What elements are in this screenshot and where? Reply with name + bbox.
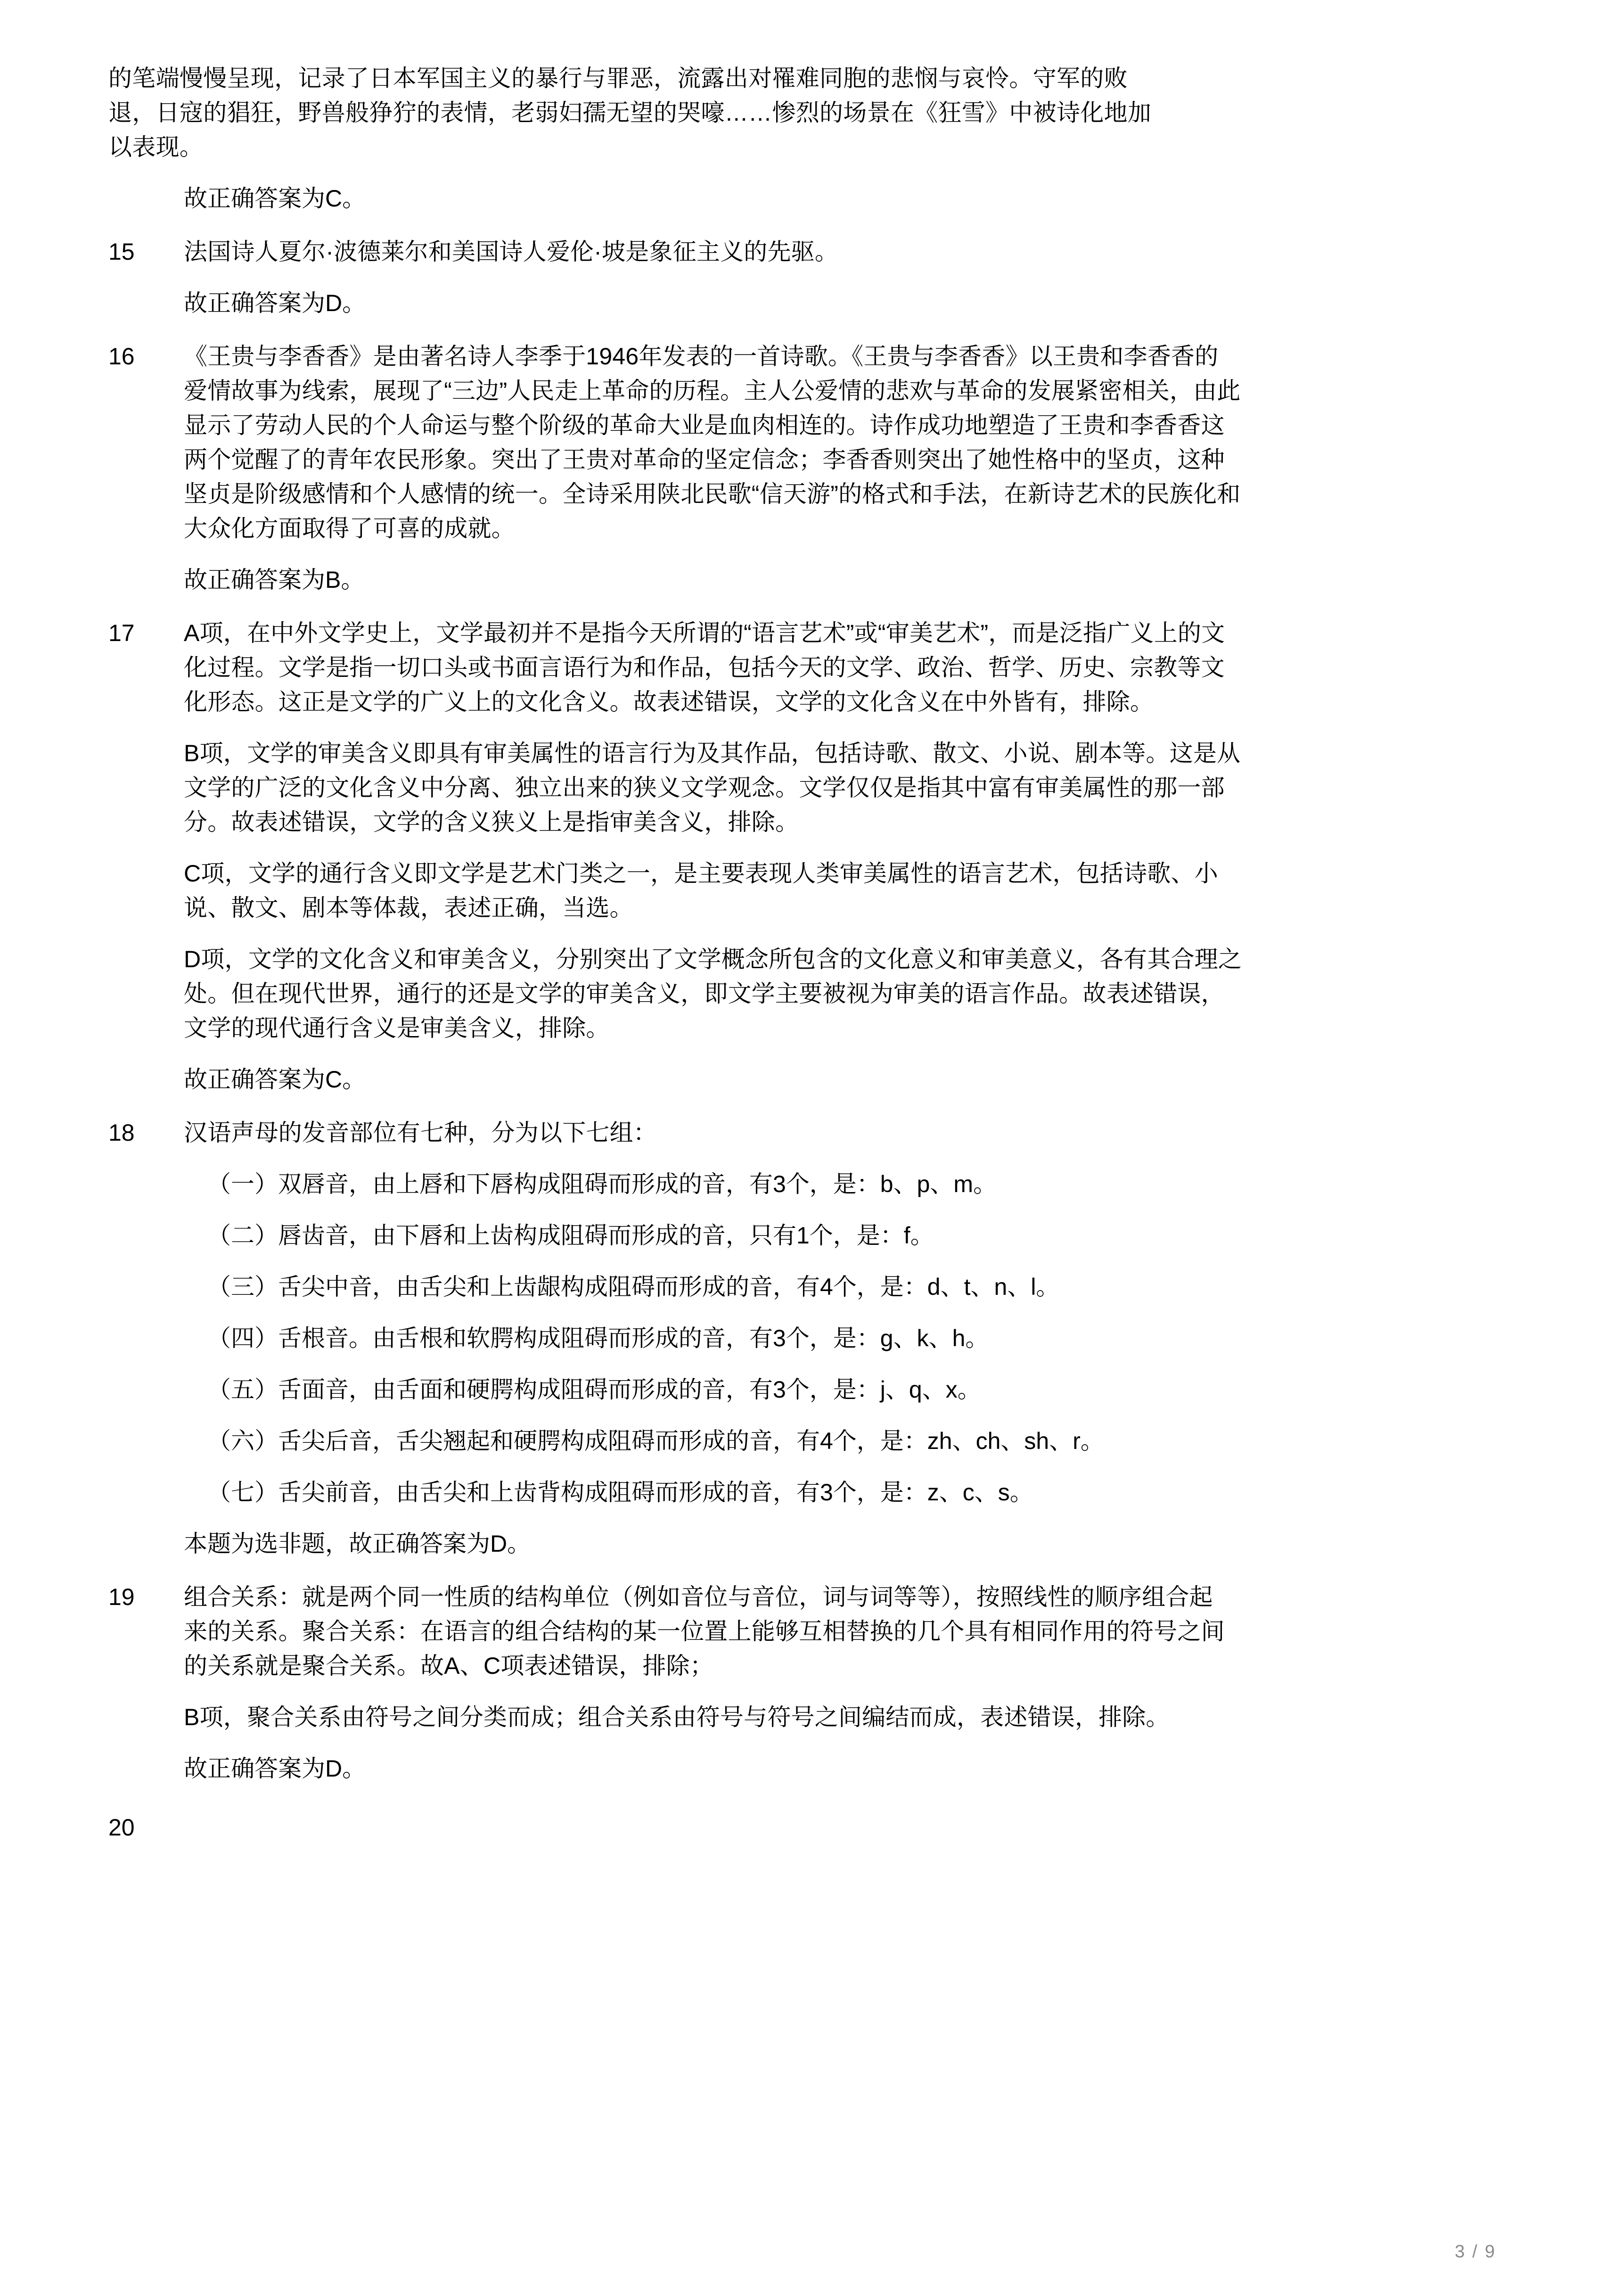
paragraph-line: B项，聚合关系由符号之间分类而成；组合关系由符号与符号之间编结而成，表述错误，排除。 — [184, 1704, 1170, 1730]
question-number: 17 — [108, 620, 135, 646]
paragraph-line: 大众化方面取得了可喜的成就。 — [184, 515, 515, 542]
paragraph-line: 处。但在现代世界，通行的还是文学的审美含义，即文学主要被视为审美的语言作品。故表述错误， — [184, 980, 1225, 1007]
paragraph-line: 化形态。这正是文学的广义上的文化含义。故表述错误，文学的文化含义在中外皆有，排除。 — [184, 689, 1154, 715]
question-paragraph — [184, 235, 1503, 269]
question-block-16 — [108, 339, 1503, 597]
option-a-paragraph — [184, 616, 1503, 719]
question-number: 18 — [108, 1119, 135, 1146]
paragraph-line: 说、散文、剧本等体裁，表述正确，当选。 — [184, 895, 633, 921]
footer-total-pages: 9 — [1484, 2242, 1496, 2262]
question-body — [108, 235, 1503, 321]
question-number: 19 — [108, 1584, 135, 1610]
paragraph-line: 汉语声母的发音部位有七种，分为以下七组： — [184, 1119, 657, 1146]
paragraph-line: A项，在中外文学史上，文学最初并不是指今天所谓的“语言艺术”或“审美艺术”，而是泛指广义上的文 — [184, 620, 1225, 646]
question-body — [108, 339, 1503, 597]
list-item: （五）舌面音，由舌面和硬腭构成阻碍而形成的音，有3个，是：j、q、x。 — [207, 1376, 981, 1403]
intro-line: 的笔端慢慢呈现，记录了日本军国主义的暴行与罪恶，流露出对罹难同胞的悲悯与哀怜。守军的败 — [108, 65, 1128, 91]
paragraph-line: 爱情故事为线索，展现了“三边”人民走上革命的历程。主人公爱情的悲欢与革命的发展紧密相关，由此 — [184, 378, 1241, 404]
paragraph-line: 法国诗人夏尔·波德莱尔和美国诗人爱伦·坡是象征主义的先驱。 — [184, 239, 839, 265]
intro-line: 以表现。 — [108, 134, 204, 160]
paragraph-line: 组合关系：就是两个同一性质的结构单位（例如音位与音位，词与词等等），按照线性的顺序组合起 — [184, 1584, 1213, 1610]
question-answer: 本题为选非题，故正确答案为D。 — [184, 1531, 531, 1557]
question-answer: 故正确答案为D。 — [184, 1755, 366, 1782]
list-item: （七）舌尖前音，由舌尖和上齿背构成阻碍而形成的音，有3个，是：z、c、s。 — [207, 1479, 1033, 1506]
question-number: 15 — [108, 239, 135, 265]
page-footer — [1455, 2242, 1496, 2262]
question-answer: 故正确答案为B。 — [184, 567, 365, 593]
intro-line: 退，日寇的猖狂，野兽般狰狞的表情，老弱妇孺无望的哭嚎……惨烈的场景在《狂雪》中被诗化地加 — [108, 99, 1152, 126]
question-body — [108, 616, 1503, 1097]
intro-paragraph — [108, 61, 1503, 165]
paragraph-line: 两个觉醒了的青年农民形象。突出了王贵对革命的坚定信念；李香香则突出了她性格中的坚贞，这种 — [184, 446, 1225, 473]
paragraph-line: 化过程。文学是指一切口头或书面言语行为和作品，包括今天的文学、政治、哲学、历史、宗教等文 — [184, 654, 1225, 681]
paragraph-line: 显示了劳动人民的个人命运与整个阶级的革命大业是血肉相连的。诗作成功地塑造了王贵和李香香这 — [184, 412, 1225, 438]
question-paragraph — [184, 339, 1503, 546]
paragraph-line: 《王贵与李香香》是由著名诗人李季于1946年发表的一首诗歌。《王贵与李香香》以王贵和李香香的 — [184, 343, 1219, 370]
paragraph-line: 分。故表述错误，文学的含义狭义上是指审美含义，排除。 — [184, 809, 799, 835]
option-b-paragraph — [184, 736, 1503, 839]
list-item: （一）双唇音，由上唇和下唇构成阻碍而形成的音，有3个，是：b、p、m。 — [207, 1171, 997, 1197]
paragraph-line: 的关系就是聚合关系。故A、C项表述错误，排除； — [184, 1653, 714, 1679]
intro-answer: 故正确答案为C。 — [184, 185, 366, 212]
question-number: 16 — [108, 343, 135, 370]
option-c-paragraph — [184, 856, 1503, 925]
question-block-18 — [108, 1116, 1503, 1561]
option-d-paragraph — [184, 942, 1503, 1045]
list-item: （三）舌尖中音，由舌尖和上齿龈构成阻碍而形成的音，有4个，是：d、t、n、l。 — [207, 1274, 1060, 1300]
question-block-19 — [108, 1580, 1503, 1786]
question-block-15 — [108, 235, 1503, 321]
question-body — [108, 1116, 1503, 1561]
list-item: （六）舌尖后音，舌尖翘起和硬腭构成阻碍而形成的音，有4个，是：zh、ch、sh、r。 — [207, 1428, 1104, 1454]
paragraph-line: B项，文学的审美含义即具有审美属性的语言行为及其作品，包括诗歌、散文、小说、剧本等。这是从 — [184, 740, 1241, 766]
question-answer: 故正确答案为D。 — [184, 290, 366, 316]
option-b-paragraph — [184, 1700, 1503, 1735]
footer-separator: / — [1472, 2242, 1478, 2262]
list-item: （二）唇齿音，由下唇和上齿构成阻碍而形成的音，只有1个，是：f。 — [207, 1222, 934, 1249]
footer-current-page: 3 — [1455, 2242, 1466, 2262]
paragraph-line: 文学的广泛的文化含义中分离、独立出来的狭义文学观念。文学仅仅是指其中富有审美属性的那一部 — [184, 774, 1225, 801]
phonetic-group-list — [184, 1167, 1503, 1510]
question-answer: 故正确答案为C。 — [184, 1066, 366, 1093]
question-block-20 — [108, 1810, 1503, 1845]
paragraph-line: D项，文学的文化含义和审美含义，分别突出了文学概念所包含的文化意义和审美意义，各有其合理之 — [184, 946, 1242, 972]
page-content — [108, 61, 1503, 1845]
question-body — [108, 1580, 1503, 1786]
paragraph-line: C项，文学的通行含义即文学是艺术门类之一，是主要表现人类审美属性的语言艺术，包括诗歌、小 — [184, 860, 1218, 887]
paragraph-line: 文学的现代通行含义是审美含义，排除。 — [184, 1015, 610, 1041]
list-item: （四）舌根音。由舌根和软腭构成阻碍而形成的音，有3个，是：g、k、h。 — [207, 1325, 989, 1351]
paragraph-line: 坚贞是阶级感情和个人感情的统一。全诗采用陕北民歌“信天游”的格式和手法，在新诗艺术的民族化和 — [184, 481, 1241, 507]
question-number: 20 — [108, 1814, 135, 1841]
question-paragraph — [184, 1580, 1503, 1683]
question-block-17 — [108, 616, 1503, 1097]
question-paragraph — [184, 1116, 1503, 1150]
paragraph-line: 来的关系。聚合关系：在语言的组合结构的某一位置上能够互相替换的几个具有相同作用的符号之间 — [184, 1618, 1225, 1645]
